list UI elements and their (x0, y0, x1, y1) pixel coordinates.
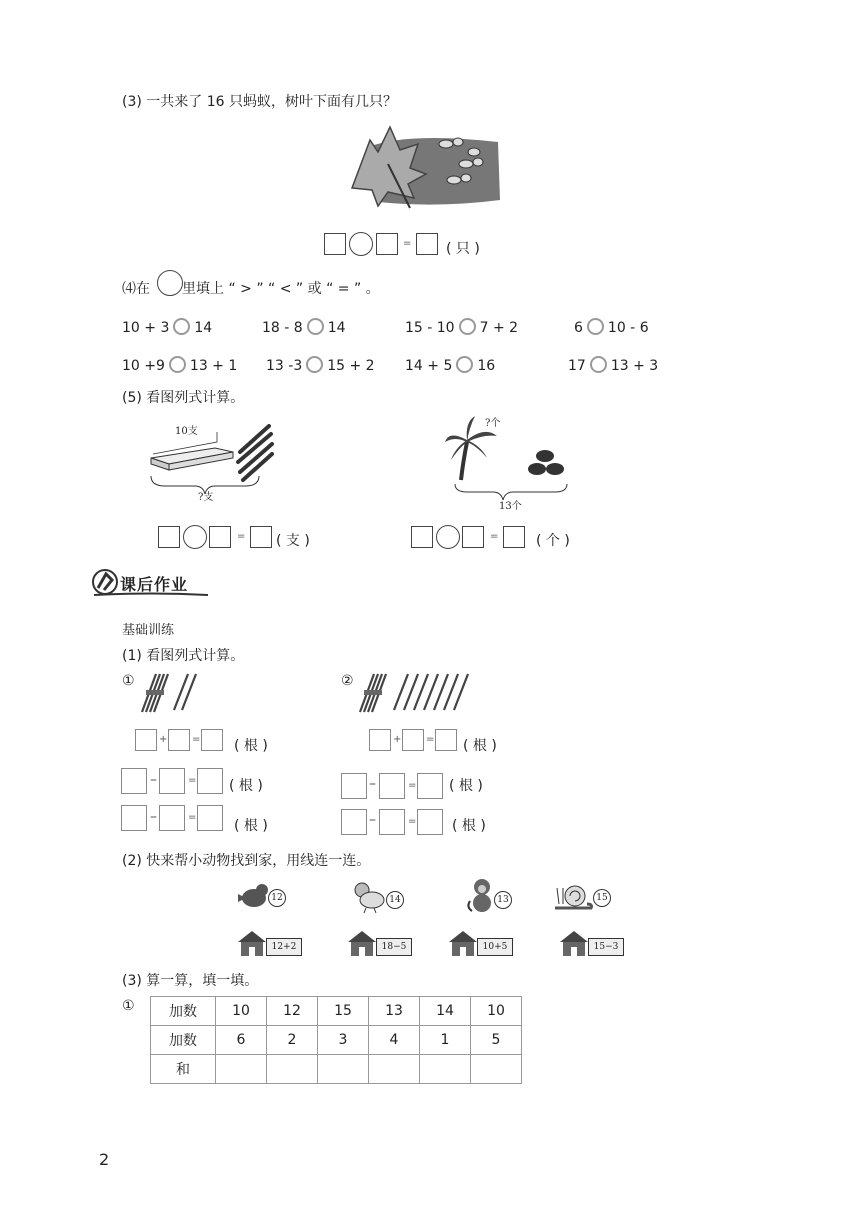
answer-box[interactable] (324, 233, 346, 255)
sticks-bundle-picture (356, 670, 476, 716)
table-cell: 14 (420, 997, 471, 1026)
answer-box[interactable] (201, 729, 223, 751)
animal-card[interactable] (352, 880, 404, 914)
page-number: 2 (99, 1150, 110, 1169)
unit-label: ( 根 ) (463, 738, 497, 754)
answer-box[interactable] (369, 729, 391, 751)
minus-sign: – (150, 772, 157, 788)
compare-circle[interactable] (306, 356, 323, 373)
house-label: 18−5 (376, 938, 412, 956)
bottom-label: ?支 (198, 492, 214, 503)
house-card[interactable] (346, 928, 414, 958)
monkey-icon (466, 877, 498, 915)
house-icon (558, 928, 590, 958)
row-header: 加数 (151, 997, 216, 1026)
answer-box[interactable] (379, 773, 405, 799)
equals-sign: = (237, 531, 246, 542)
compare-circle[interactable] (456, 356, 473, 373)
table-row (151, 1026, 522, 1055)
table-cell: 13 (369, 997, 420, 1026)
table-cell: 15 (318, 997, 369, 1026)
animal-number: 15 (593, 889, 611, 907)
answer-box[interactable] (341, 773, 367, 799)
chick-icon (352, 880, 388, 914)
table-cell: 6 (216, 1026, 267, 1055)
animal-card[interactable] (553, 880, 615, 914)
compare-circle[interactable] (587, 318, 604, 335)
homework-banner (92, 568, 208, 598)
top-label: ?个 (485, 418, 501, 429)
house-card[interactable] (558, 928, 626, 958)
equals-sign: = (408, 816, 417, 827)
palm-coconut-picture (445, 412, 580, 512)
compare-item: 10 + 3 14 (122, 320, 213, 336)
addition-table (150, 996, 522, 1084)
answer-box[interactable] (411, 526, 433, 548)
compare-item: 18 - 8 14 (262, 320, 346, 336)
answer-box[interactable] (158, 526, 180, 548)
animal-card[interactable] (236, 880, 288, 914)
section-heading: 基础训练 (122, 623, 175, 638)
unit-label: ( 支 ) (276, 533, 310, 549)
sum-answer-cell[interactable] (318, 1055, 369, 1084)
answer-box[interactable] (379, 809, 405, 835)
house-label: 15−3 (588, 938, 624, 956)
sum-answer-cell[interactable] (420, 1055, 471, 1084)
operator-circle[interactable] (349, 232, 373, 256)
answer-box[interactable] (503, 526, 525, 548)
q2-prompt: (2) 快来帮小动物找到家，用线连一连。 (122, 853, 371, 869)
minus-sign: – (369, 776, 376, 792)
operator-circle[interactable] (183, 525, 207, 549)
answer-box[interactable] (417, 773, 443, 799)
table-cell: 12 (267, 997, 318, 1026)
table-cell: 10 (471, 997, 522, 1026)
bottom-label: 13个 (499, 501, 522, 512)
answer-box[interactable] (402, 729, 424, 751)
answer-box[interactable] (376, 233, 398, 255)
table-cell: 3 (318, 1026, 369, 1055)
plus-sign: + (159, 734, 168, 745)
answer-box[interactable] (168, 729, 190, 751)
table-cell: 5 (471, 1026, 522, 1055)
minus-sign: – (369, 812, 376, 828)
top-label: 10支 (175, 426, 198, 437)
equals-sign: = (426, 734, 435, 745)
answer-box[interactable] (341, 809, 367, 835)
house-card[interactable] (447, 928, 515, 958)
unit-label: ( 个 ) (536, 533, 570, 549)
equals-sign: = (403, 238, 412, 249)
compare-item: 13 -3 15 + 2 (266, 358, 375, 374)
row-header: 和 (151, 1055, 216, 1084)
answer-box[interactable] (121, 805, 147, 831)
answer-box[interactable] (159, 768, 185, 794)
q3-prompt: (3) 一共来了 16 只蚂蚁，树叶下面有几只？ (122, 94, 397, 110)
answer-box[interactable] (417, 809, 443, 835)
equals-sign: = (188, 812, 197, 823)
plus-sign: + (393, 734, 402, 745)
answer-box[interactable] (121, 768, 147, 794)
compare-item: 10 +9 13 + 1 (122, 358, 238, 374)
equals-sign: = (192, 734, 201, 745)
animal-card[interactable] (466, 877, 516, 915)
answer-box[interactable] (209, 526, 231, 548)
row-header: 加数 (151, 1026, 216, 1055)
compare-item: 15 - 10 7 + 2 (405, 320, 519, 336)
snail-icon (553, 880, 595, 914)
animal-number: 13 (494, 891, 512, 909)
q5-prompt: (5) 看图列式计算。 (122, 390, 245, 406)
answer-box[interactable] (159, 805, 185, 831)
table-cell: 4 (369, 1026, 420, 1055)
house-label: 12+2 (266, 938, 302, 956)
item-marker: ② (341, 673, 354, 689)
answer-box[interactable] (197, 805, 223, 831)
answer-box[interactable] (435, 729, 457, 751)
minus-sign: – (150, 809, 157, 825)
answer-box[interactable] (135, 729, 157, 751)
item-marker: ① (122, 673, 135, 689)
house-card[interactable] (236, 928, 304, 958)
equals-sign: = (408, 780, 417, 791)
equals-sign: = (188, 775, 197, 786)
sum-answer-cell[interactable] (216, 1055, 267, 1084)
q4-prompt-prefix: ⑷在 (122, 281, 150, 297)
house-label: 10+5 (477, 938, 513, 956)
compare-item: 14 + 5 16 (405, 358, 496, 374)
q4-prompt-suffix: 里填上 “ > ” “ < ” 或 “ = ” 。 (182, 281, 380, 297)
answer-box[interactable] (197, 768, 223, 794)
table-cell: 10 (216, 997, 267, 1026)
operator-circle[interactable] (436, 525, 460, 549)
sum-answer-cell[interactable] (267, 1055, 318, 1084)
pencil-box-picture (145, 416, 280, 504)
q1-prompt: (1) 看图列式计算。 (122, 648, 245, 664)
compare-item: 17 13 + 3 (568, 358, 659, 374)
sticks-bundle-picture (138, 670, 202, 716)
unit-label: ( 只 ) (446, 241, 480, 257)
table-row (151, 997, 522, 1026)
sum-answer-cell[interactable] (369, 1055, 420, 1084)
table-row (151, 1055, 522, 1084)
house-icon (236, 928, 268, 958)
unit-label: ( 根 ) (234, 738, 268, 754)
answer-box[interactable] (462, 526, 484, 548)
animal-number: 12 (268, 889, 286, 907)
compare-circle[interactable] (459, 318, 476, 335)
sum-answer-cell[interactable] (471, 1055, 522, 1084)
unit-label: ( 根 ) (234, 818, 268, 834)
compare-circle-sample (157, 270, 183, 296)
answer-box[interactable] (416, 233, 438, 255)
compare-circle[interactable] (307, 318, 324, 335)
table-cell: 1 (420, 1026, 471, 1055)
equals-sign: = (490, 531, 499, 542)
unit-label: ( 根 ) (229, 778, 263, 794)
animal-number: 14 (386, 891, 404, 909)
bird-icon (236, 880, 270, 914)
item-marker: ① (122, 998, 135, 1014)
compare-item: 6 10 - 6 (574, 320, 649, 336)
table-cell: 2 (267, 1026, 318, 1055)
q3b-prompt: (3) 算一算，填一填。 (122, 973, 259, 989)
answer-box[interactable] (250, 526, 272, 548)
leaf-ants-picture (348, 122, 506, 212)
unit-label: ( 根 ) (449, 778, 483, 794)
compare-circle[interactable] (169, 356, 186, 373)
banner-title: 课后作业 (120, 575, 189, 594)
compare-circle[interactable] (590, 356, 607, 373)
house-icon (346, 928, 378, 958)
house-icon (447, 928, 479, 958)
compare-circle[interactable] (173, 318, 190, 335)
unit-label: ( 根 ) (452, 818, 486, 834)
